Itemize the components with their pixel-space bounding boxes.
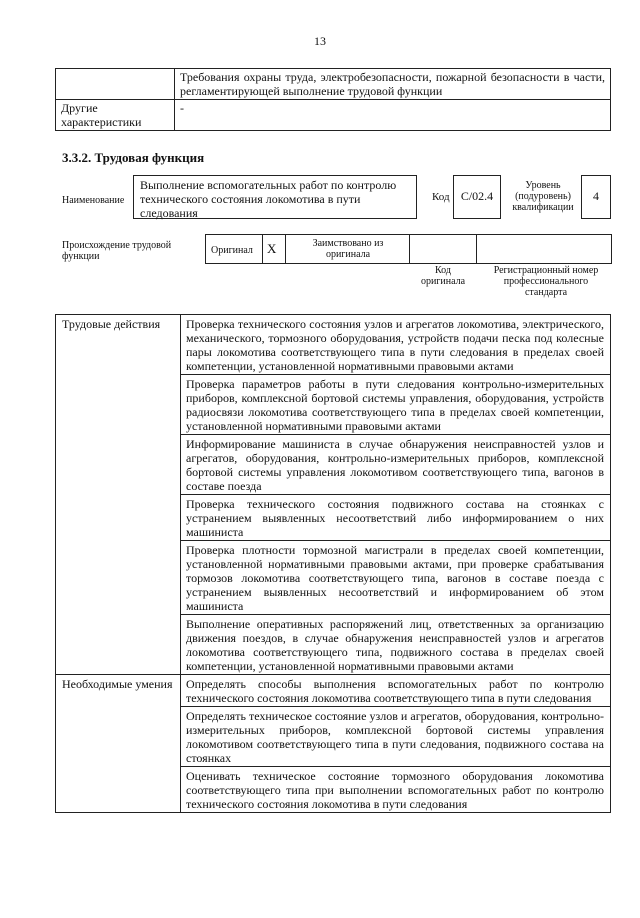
action-item: Проверка параметров работы в пути следования контрольно-измерительных приборов, комплексной бортовой системы управления, оборудования, устройств радиосвязи локомотива соответствующего типа в пределах своей компетенции, установленной нормативными правовыми актами (181, 375, 611, 435)
original-label: Оригинал (211, 245, 253, 256)
code-original-caption: Код оригинала (420, 265, 466, 287)
action-item: Информирование машиниста в случае обнаружения неисправностей узлов и агрегатов, оборудования, контрольно-измерительных приборов, комплексной бортовой системы управления локомотивом соответствующего типа, вагонов в составе поезда (181, 435, 611, 495)
skill-item: Определять техническое состояние узлов и агрегатов, оборудования, контрольно-измерительных приборов, комплексной бортовой системы управления локомотивом соответствующего типа в пути следования, подвижного состава на стоянках (181, 707, 611, 767)
name-label: Наименование (62, 195, 125, 206)
other-characteristics-value: - (175, 100, 611, 131)
skill-item: Оценивать техническое состояние тормозного оборудования локомотива соответствующего типа при выполнении вспомогательных работ по контролю технического состояния локомотива в пути следования (181, 767, 611, 813)
level-value: 4 (581, 175, 611, 219)
action-item: Проверка технического состояния подвижного состава на стоянках с устранением выявленных несоответствий либо информированием о них машиниста (181, 495, 611, 541)
section-title: 3.3.2. Трудовая функция (62, 150, 205, 165)
empty-cell (56, 69, 175, 100)
function-name: Выполнение вспомогательных работ по контролю технического состояния локомотива в пути следования (133, 175, 417, 219)
borrowed-label: Заимствовано из оригинала (312, 238, 384, 260)
skills-label: Необходимые умения (56, 675, 181, 813)
table-row (56, 315, 611, 375)
code-label: Код (432, 191, 450, 203)
main-table (55, 314, 611, 813)
other-characteristics-label: Другие характеристики (56, 100, 175, 131)
action-item: Проверка плотности тормозной магистрали в пределах своей компетенции, установленной нормативными правовыми актами, при проверке срабатывания тормозов локомотива соответствующего типа, вагонов в составе поезда с устранением выявленных несоответствий и информированием об этом машиниста (181, 541, 611, 615)
requirements-cell: Требования охраны труда, электробезопасности, пожарной безопасности в части, регламентирующей выполнение трудовой функции (175, 69, 611, 100)
origin-label: Происхождение трудовой функции (62, 240, 172, 262)
table-row (56, 675, 611, 707)
code-value: С/02.4 (453, 175, 501, 219)
reg-number-caption: Регистрационный номер профессионального стандарта (493, 265, 599, 298)
original-mark: Х (267, 241, 277, 256)
action-item: Выполнение оперативных распоряжений лиц, ответственных за организацию движения поездов, в случае обнаружения неисправностей узлов и агрегатов локомотива соответствующего типа, подвижного состава в пределах своей компетенции, установленной нормативными правовыми актами (181, 615, 611, 675)
actions-label: Трудовые действия (56, 315, 181, 675)
level-label: Уровень (подуровень) квалификации (512, 180, 574, 213)
page-number: 13 (314, 34, 326, 48)
action-item: Проверка технического состояния узлов и агрегатов локомотива, электрического, механического, тормозного оборудования, устройств подачи песка под колесные пары локомотива соответствующего типа в пути следования в пределах своей компетенции, установленной нормативными правовыми актами (181, 315, 611, 375)
skill-item: Определять способы выполнения вспомогательных работ по контролю технического состояния локомотива соответствующего типа в пути следования (181, 675, 611, 707)
top-table (55, 68, 611, 131)
